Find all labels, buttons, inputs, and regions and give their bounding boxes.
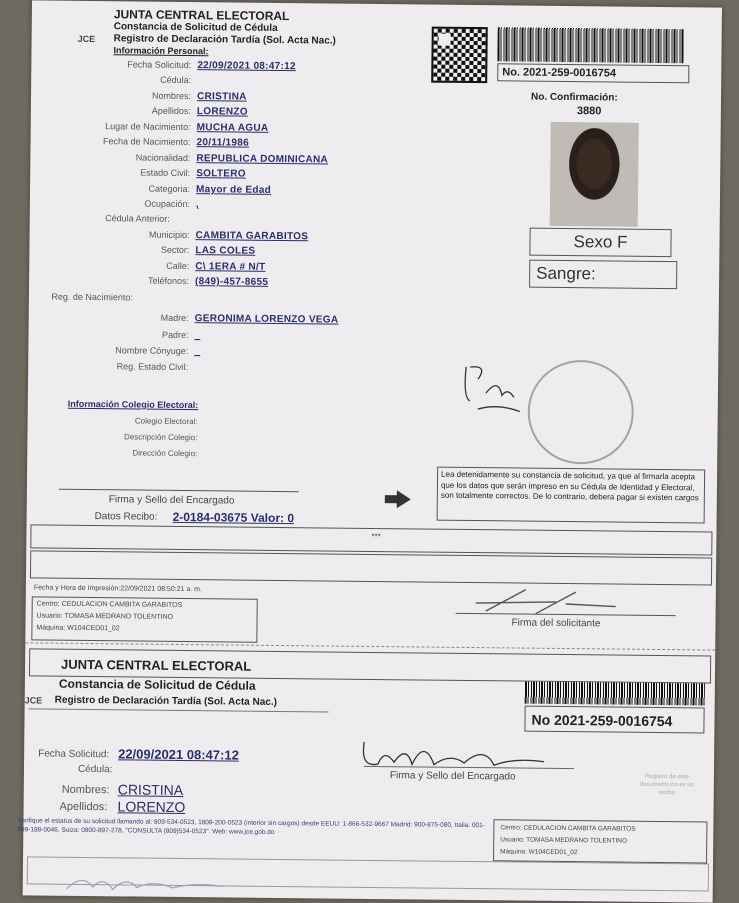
- field-label: Sector:: [160, 244, 190, 256]
- colegio-row: Dirección Colegio:: [132, 448, 198, 459]
- mid-band-2: [30, 550, 712, 585]
- sexo-box: Sexo F: [529, 228, 671, 257]
- field-label: Nombre Cónyuge:: [115, 345, 189, 357]
- stub-encargado-signature: [354, 734, 554, 776]
- firma-solicitante-label: Firma del solicitante: [511, 617, 601, 630]
- doc-subtitle: Constancia de Solicitud de Cédula: [113, 21, 278, 34]
- applicant-photo: [550, 122, 639, 227]
- notice-box: Lea detenidamente su constancia de solicitud, ya que al firmarla acepta que los datos que serán impreso en su Cédula de Identidad y Electoral, son totalmente correctos. De lo contrario, debera pagar si existen cargos: [437, 467, 706, 524]
- field-label: Calle:: [166, 260, 190, 272]
- field-value: CAMBITA GARABITOS: [195, 230, 309, 243]
- encargado-line: [59, 489, 299, 493]
- colegio-row: Descripción Colegio:: [124, 432, 198, 443]
- personal-fields: [28, 58, 491, 383]
- stub-centro-box: [493, 819, 707, 863]
- field-label: Nombres:: [151, 90, 192, 102]
- field-value: _: [194, 330, 201, 342]
- field-label: Teléfonos:: [148, 275, 190, 287]
- mid-marker: ***: [371, 531, 381, 542]
- field-label: Reg. de Nacimiento:: [51, 291, 133, 303]
- field-label: Municipio:: [148, 229, 190, 241]
- stub-org-title: JUNTA CENTRAL ELECTORAL: [60, 656, 252, 674]
- datos-recibo-label: Datos Recibo:: [94, 511, 158, 523]
- colegio-row: Colegio Electoral:: [134, 416, 198, 427]
- datos-recibo-value: 2-0184-03675 Valor: 0: [172, 509, 295, 526]
- field-label: Cédula:: [160, 74, 192, 86]
- stub-nombres-value: CRISTINA: [117, 781, 184, 799]
- arrow-icon: [397, 490, 411, 508]
- maquina-text: Máquina: W104CED01_02: [36, 624, 120, 633]
- stub-rule: [29, 708, 329, 712]
- colegio-title: Información Colegio Electoral:: [67, 398, 199, 411]
- field-value: 22/09/2021 08:47:12: [197, 60, 296, 73]
- field-label: Nacionalidad:: [135, 152, 191, 164]
- field-label: Padre:: [161, 329, 189, 341]
- centro-box: [31, 596, 257, 642]
- field-value: CRISTINA: [196, 91, 247, 103]
- org-title: JUNTA CENTRAL ELECTORAL: [113, 7, 290, 24]
- stub-registro: Registro de Declaración Tardía (Sol. Acta Nac.): [54, 694, 278, 708]
- section-personal: Información Personal:: [113, 45, 209, 57]
- barcode: [497, 27, 683, 63]
- document-page: [17, 0, 722, 902]
- field-value: C\ 1ERA # N/T: [195, 261, 266, 273]
- field-label: Fecha Solicitud:: [127, 59, 192, 71]
- stub-barcode: [525, 682, 705, 706]
- field-label: Apellidos:: [151, 105, 191, 117]
- stub-usuario: Usuario: TOMASA MEDRANO TOLENTINO: [500, 836, 627, 845]
- field-label: Cédula Anterior:: [105, 213, 170, 224]
- usuario-text: Usuario: TOMASA MEDRANO TOLENTINO: [36, 612, 174, 621]
- centro-text: Centro: CEDULACION CAMBITA GARABITOS: [36, 600, 183, 609]
- stub-centro: Centro: CEDULACION CAMBITA GARABITOS: [500, 824, 636, 833]
- stub-firma-encargado: Firma y Sello del Encargado: [389, 770, 516, 783]
- confirmacion-label: No. Confirmación:: [530, 91, 618, 104]
- field-value: (849)-457-8655: [195, 276, 269, 288]
- stub-number: No 2021-259-0016754: [524, 706, 704, 734]
- stub-nombres-label: Nombres:: [61, 783, 110, 797]
- stub-fecha-label: Fecha Solicitud:: [38, 748, 110, 761]
- stub-maquina: Máquina: W104CED01_02: [500, 848, 578, 857]
- field-label: Madre:: [160, 312, 189, 324]
- field-value: 20/11/1986: [196, 137, 250, 149]
- field-label: Estado Civil:: [140, 167, 191, 179]
- field-label: Reg. Estado Civil:: [116, 361, 189, 373]
- field-value: MUCHA AGUA: [196, 122, 269, 134]
- stub-apellidos-label: Apellidos:: [59, 800, 108, 814]
- stub-apellidos-value: LORENZO: [117, 798, 186, 816]
- stamp-signature: [458, 357, 549, 418]
- field-value: LAS COLES: [195, 245, 256, 257]
- field-value: GERONIMA LORENZO VEGA: [194, 313, 339, 326]
- stub-footer-text: Verifique el estatus de su solicitud llamando al: 809-534-0523, 1809-200-0523 (interior sin cargos) desde EEUU: 1-866-532-9667 Madrid: 900-875-080, Italia: 001-809-188-0046, Suiza: 0800-897-278, "CONSULTA (809)534-0523". Web: www.jce.gob.do: [17, 817, 486, 836]
- doc-number: No. 2021-259-0016754: [497, 63, 689, 83]
- impresion-text: Fecha y Hora de Impresión:22/09/2021 08:50:21 a. m.: [33, 584, 203, 594]
- stub-subtitle: Constancia de Solicitud de Cédula: [58, 676, 256, 693]
- field-label: Categoria:: [148, 183, 191, 195]
- field-label: Lugar de Nacimiento:: [105, 121, 191, 133]
- registro-title: Registro de Declaración Tardía (Sol. Acta Nac.): [113, 33, 336, 47]
- firma-encargado-label: Firma y Sello del Encargado: [108, 494, 235, 507]
- field-label: Fecha de Nacimiento:: [102, 136, 191, 148]
- jce-logo: JCE: [77, 33, 96, 45]
- stub-cedula-label: Cédula:: [77, 763, 113, 776]
- field-row: [31, 58, 491, 73]
- field-value: REPUBLICA DOMINICANA: [196, 153, 329, 166]
- field-value: LORENZO: [196, 106, 248, 118]
- sangre-box: Sangre:: [529, 260, 677, 290]
- stub-fecha-value: 22/09/2021 08:47:12: [118, 746, 239, 763]
- stub-jce-logo: JCE: [24, 695, 43, 706]
- bottom-handwriting: [63, 869, 243, 895]
- field-value: _: [194, 346, 201, 358]
- field-value: ,: [195, 199, 200, 211]
- field-value: SOLTERO: [196, 168, 246, 180]
- field-value: Mayor de Edad: [195, 184, 272, 196]
- field-label: Ocupación:: [144, 198, 190, 210]
- arrow-icon-shaft: [385, 495, 399, 503]
- stub-faint-box: Registro de este documento no es un recibo: [639, 773, 695, 797]
- confirmacion-value: 3880: [576, 105, 602, 118]
